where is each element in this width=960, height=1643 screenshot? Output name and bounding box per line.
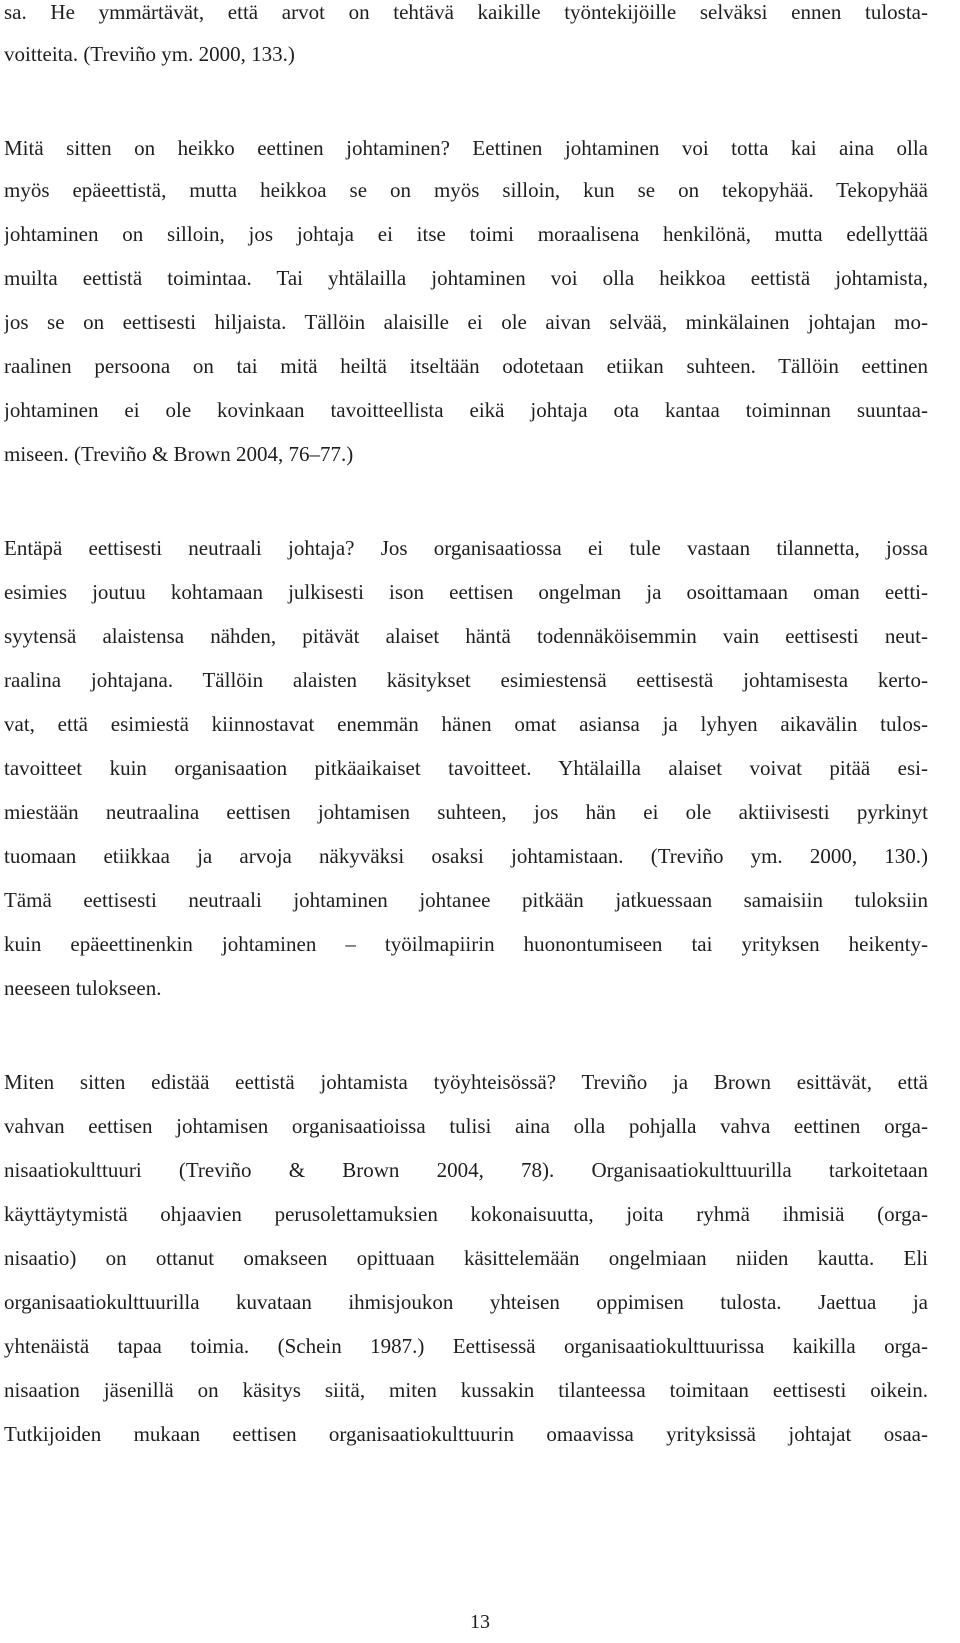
text-line: vat, että esimiestä kiinnostavat enemmän hänen omat asiansa ja lyhyen aikavälin tulos- <box>4 712 928 736</box>
text-line: voitteita. (Treviño ym. 2000, 133.) <box>4 42 295 66</box>
text-line: kuin epäeettinenkin johtaminen – työilmapiirin huonontumiseen tai yrityksen heikenty- <box>4 932 928 956</box>
text-line: Tutkijoiden mukaan eettisen organisaatiokulttuurin omaavissa yrityksissä johtajat osaa- <box>4 1422 928 1446</box>
text-line: tuomaan etiikkaa ja arvoja näkyväksi osaksi johtamistaan. (Treviño ym. 2000, 130.) <box>4 844 928 868</box>
text-line: tavoitteet kuin organisaation pitkäaikaiset tavoitteet. Yhtälailla alaiset voivat pitää esi- <box>4 756 928 780</box>
text-line: Mitä sitten on heikko eettinen johtaminen? Eettinen johtaminen voi totta kai aina olla <box>4 136 928 160</box>
text-line: nisaatiokulttuuri (Treviño & Brown 2004, 78). Organisaatiokulttuurilla tarkoitetaan <box>4 1158 928 1182</box>
text-line: sa. He ymmärtävät, että arvot on tehtävä kaikille työntekijöille selväksi ennen tulosta- <box>4 0 928 24</box>
text-line: johtaminen ei ole kovinkaan tavoitteellista eikä johtaja ota kantaa toiminnan suuntaa- <box>4 398 928 422</box>
text-line: nisaation jäsenillä on käsitys siitä, miten kussakin tilanteessa toimitaan eettisesti oikein. <box>4 1378 928 1402</box>
text-line: organisaatiokulttuurilla kuvataan ihmisjoukon yhteisen oppimisen tulosta. Jaettua ja <box>4 1290 928 1314</box>
text-line: Tämä eettisesti neutraali johtaminen johtanee pitkään jatkuessaan samaisiin tuloksiin <box>4 888 928 912</box>
text-line: vahvan eettisen johtamisen organisaatioissa tulisi aina olla pohjalla vahva eettinen orga- <box>4 1114 928 1138</box>
text-line: Entäpä eettisesti neutraali johtaja? Jos organisaatiossa ei tule vastaan tilannetta, jossa <box>4 536 928 560</box>
text-line: jos se on eettisesti hiljaista. Tällöin alaisille ei ole aivan selvää, minkälainen johtajan mo- <box>4 310 928 334</box>
text-line: muilta eettistä toimintaa. Tai yhtälailla johtaminen voi olla heikkoa eettistä johtamista, <box>4 266 928 290</box>
text-line: Miten sitten edistää eettistä johtamista työyhteisössä? Treviño ja Brown esittävät, että <box>4 1070 928 1094</box>
text-line: nisaatio) on ottanut omakseen opittuaan käsittelemään ongelmiaan niiden kautta. Eli <box>4 1246 928 1270</box>
text-line: myös epäeettistä, mutta heikkoa se on myös silloin, kun se on tekopyhää. Tekopyhää <box>4 178 928 202</box>
text-line: yhtenäistä tapaa toimia. (Schein 1987.) Eettisessä organisaatiokulttuurissa kaikilla orga- <box>4 1334 928 1358</box>
text-line: miestään neutraalina eettisen johtamisen suhteen, jos hän ei ole aktiivisesti pyrkinyt <box>4 800 928 824</box>
text-line: käyttäytymistä ohjaavien perusolettamuksien kokonaisuutta, joita ryhmä ihmisiä (orga- <box>4 1202 928 1226</box>
text-line: syytensä alaistensa nähden, pitävät alaiset häntä todennäköisemmin vain eettisesti neut- <box>4 624 928 648</box>
text-line: neeseen tulokseen. <box>4 976 162 1000</box>
text-line: raalinen persoona on tai mitä heiltä itseltään odotetaan etiikan suhteen. Tällöin eettinen <box>4 354 928 378</box>
text-line: johtaminen on silloin, jos johtaja ei itse toimi moraalisena henkilönä, mutta edellyttää <box>4 222 928 246</box>
text-line: raalina johtajana. Tällöin alaisten käsitykset esimiestensä eettisestä johtamisesta kerto- <box>4 668 928 692</box>
page-number: 13 <box>470 1611 490 1633</box>
text-line: esimies joutuu kohtamaan julkisesti ison eettisen ongelman ja osoittamaan oman eetti- <box>4 580 928 604</box>
text-line: miseen. (Treviño & Brown 2004, 76–77.) <box>4 442 354 466</box>
